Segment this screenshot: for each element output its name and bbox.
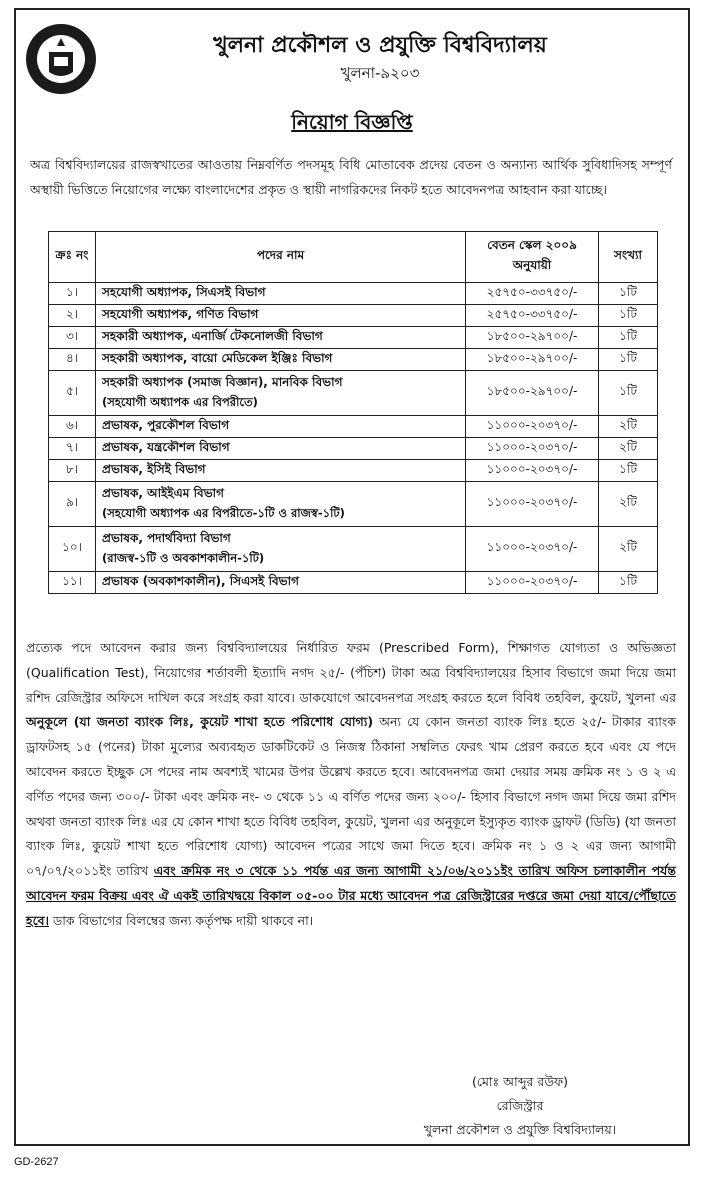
serial-cell: ১০।: [49, 527, 96, 572]
post-title: প্রভাষক, ইসিই বিভাগ: [102, 461, 206, 476]
serial-cell: ৬।: [49, 416, 96, 438]
post-cell: [96, 283, 466, 305]
count-cell: ১টি: [599, 305, 658, 327]
instructions-part-1: প্রত্যেক পদে আবেদন করার জন্য বিশ্ববিদ্যালয়ের নির্ধারিত ফরম (Prescribed Form), শিক্ষাগত যোগ্যতা ও অভিজ্ঞতা (Qualification Test), নিয়োগের শর্তাবলী ইত্যাদি নগদ ২৫/- (পঁচিশ) টাকা অত্র বিশ্ববিদ্যালয়ের হিসাব বিভাগে জমা দিয়ে জমা রশিদ রেজিস্ট্রার অফিসে দাখিল করে সংগ্রহ করা যাবে। ডাকযোগে আবেদনপত্র সংগ্রহ করতে হলে বিবিধ তহবিল, কুয়েট, খুলনা এর: [26, 640, 676, 705]
serial-cell: ৫।: [49, 371, 96, 416]
header-serial: ক্রঃ নং: [49, 232, 96, 283]
scale-cell: ১৮৫০০-২৯৭০০/-: [466, 349, 599, 371]
table-row: [49, 371, 658, 416]
count-cell: ১টি: [599, 371, 658, 416]
signature-block: [360, 1070, 680, 1142]
posts-table: [48, 231, 658, 594]
serial-cell: ৭।: [49, 438, 96, 460]
count-cell: ১টি: [599, 283, 658, 305]
signatory-name: (মোঃ আব্দুর রউফ): [472, 1074, 568, 1089]
application-instructions: [26, 636, 676, 934]
table-row: [49, 283, 658, 305]
post-title: সহযোগী অধ্যাপক, গণিত বিভাগ: [102, 306, 259, 321]
serial-cell: ৯।: [49, 482, 96, 527]
table-body: [49, 283, 658, 594]
header-scale: বেতন স্কেল ২০০৯ অনুযায়ী: [466, 232, 599, 283]
post-title: প্রভাষক, পুরকৌশল বিভাগ: [102, 417, 230, 432]
post-note: (রাজস্ব-১টি ও অবকাশকালীন-১টি): [102, 550, 265, 565]
serial-cell: ৪।: [49, 349, 96, 371]
post-title: সহকারী অধ্যাপক (সমাজ বিজ্ঞান), মানবিক বিভাগ: [102, 374, 343, 389]
count-cell: ১টি: [599, 327, 658, 349]
scale-cell: ১১০০০-২০৩৭০/-: [466, 572, 599, 594]
serial-cell: ১।: [49, 283, 96, 305]
intro-paragraph: অত্র বিশ্ববিদ্যালয়ের রাজস্বখাতের আওতায় নিম্নবর্ণিত পদসমূহ বিধি মোতাবেক প্রদেয় বেতন ও অন্যান্য আর্থিক সুবিধাদিসহ সম্পূর্ণ অস্থায়ী ভিত্তিতে নিয়োগের লক্ষ্যে বাংলাদেশের প্রকৃত ও স্থায়ী নাগরিকদের নিকট হতে আবেদনপত্র আহবান করা যাচ্ছে।: [30, 157, 672, 197]
header-count: সংখ্যা: [599, 232, 658, 283]
serial-cell: ১১।: [49, 572, 96, 594]
scale-cell: ১৮৫০০-২৯৭০০/-: [466, 371, 599, 416]
instructions-part-3: অন্য যে কোন জনতা ব্যাংক লিঃ হতে ২৫/- টাকার ব্যাংক ড্রাফটসহ ১৫ (পনের) টাকা মুল্যের অব্যবহৃত ডাকটিকেট ও নিজস্ব ঠিকানা সম্বলিত ফেরৎ খাম প্রেরণ করতে হবে এবং যে পদে আবেদন করতে ইচ্ছুক সে পদের নাম অবশ্যই খামের উপর উল্লেখ করতে হবে। আবেদনপত্র জমা দেয়ার সময় ক্রমিক নং ১ ও ২ এ বর্ণিত পদের জন্য ৩০০/- টাকা এবং ক্রমিক নং- ৩ থেকে ১১ এ বর্ণিত পদের জন্য ২০০/- হিসাব বিভাগে নগদ জমা দিয়ে জমা রশিদ অথবা জনতা ব্যাংক লিঃ এর যে কোন শাখা হতে বিবিধ তহবিল, কুয়েট, খুলনা এর অনুকূলে ইস্যুকৃত ব্যাংক ড্রাফট (ডিডি) (যা জনতা ব্যাংক লিঃ, কুয়েট শাখা হতে পরিশোধ যোগ্য) আবেদন পত্রের সাথে জমা দিতে হবে। ক্রমিক নং ১ ও ২ এর জন্য আগামী ০৭/০৭/২০১১ইং তারিখ: [26, 714, 676, 879]
serial-cell: ২।: [49, 305, 96, 327]
serial-cell: ৮।: [49, 460, 96, 482]
post-title: প্রভাষক (অবকাশকালীন), সিএসই বিভাগ: [102, 573, 299, 588]
table-header-row: [49, 232, 658, 283]
scale-cell: ১৮৫০০-২৯৭০০/-: [466, 327, 599, 349]
instructions-payee-note: অনুকূলে (যা জনতা ব্যাংক লিঃ, কুয়েট শাখা হতে পরিশোধ যোগ্য): [26, 714, 374, 730]
table-row: [49, 572, 658, 594]
count-cell: ১টি: [599, 349, 658, 371]
instructions-disclaimer: ডাক বিভাগের বিলম্বের জন্য কর্তৃপক্ষ দায়ী থাকবে না।: [53, 912, 314, 928]
count-cell: ২টি: [599, 416, 658, 438]
header-post: পদের নাম: [96, 232, 466, 283]
count-cell: ২টি: [599, 527, 658, 572]
post-cell: [96, 438, 466, 460]
scale-cell: ১১০০০-২০৩৭০/-: [466, 482, 599, 527]
serial-cell: ৩।: [49, 327, 96, 349]
scale-cell: ১১০০০-২০৩৭০/-: [466, 416, 599, 438]
scale-cell: ২৫৭৫০-৩৩৭৫০/-: [466, 305, 599, 327]
count-cell: ২টি: [599, 438, 658, 460]
count-cell: ২টি: [599, 482, 658, 527]
scale-cell: ১১০০০-২০৩৭০/-: [466, 460, 599, 482]
notice-code: GD-2627: [14, 1156, 59, 1168]
scale-cell: ২৫৭৫০-৩৩৭৫০/-: [466, 283, 599, 305]
table-row: [49, 349, 658, 371]
post-cell: [96, 371, 466, 416]
post-cell: [96, 482, 466, 527]
post-title: প্রভাষক, আইইএম বিভাগ: [102, 485, 224, 500]
count-cell: ১টি: [599, 572, 658, 594]
post-title: প্রভাষক, যন্ত্রকৌশল বিভাগ: [102, 439, 230, 454]
count-cell: ১টি: [599, 460, 658, 482]
table-row: [49, 460, 658, 482]
scale-cell: ১১০০০-২০৩৭০/-: [466, 438, 599, 460]
post-cell: [96, 349, 466, 371]
table-row: [49, 482, 658, 527]
post-cell: [96, 460, 466, 482]
table-row: [49, 416, 658, 438]
table-row: [49, 305, 658, 327]
signatory-organization: খুলনা প্রকৌশল ও প্রযুক্তি বিশ্ববিদ্যালয়।: [423, 1122, 617, 1137]
table-row: [49, 327, 658, 349]
university-name: খুলনা প্রকৌশল ও প্রযুক্তি বিশ্ববিদ্যালয়: [213, 33, 547, 58]
post-title: সহকারী অধ্যাপক, বায়ো মেডিকেল ইঞ্জিঃ বিভাগ: [102, 350, 333, 365]
post-title: সহকারী অধ্যাপক, এনার্জি টেকনোলজী বিভাগ: [102, 328, 323, 343]
signatory-designation: রেজিস্ট্রার: [496, 1098, 544, 1113]
post-cell: [96, 327, 466, 349]
post-cell: [96, 572, 466, 594]
university-city: খুলনা-৯২০৩: [340, 64, 420, 82]
scale-cell: ১১০০০-২০৩৭০/-: [466, 527, 599, 572]
table-row: [49, 438, 658, 460]
post-cell: [96, 305, 466, 327]
post-title: সহযোগী অধ্যাপক, সিএসই বিভাগ: [102, 284, 266, 299]
notice-title: নিয়োগ বিজ্ঞপ্তি: [291, 110, 413, 134]
post-note: (সহযোগী অধ্যাপক এর বিপরীতে-১টি ও রাজস্ব-১টি): [102, 505, 345, 520]
post-cell: [96, 416, 466, 438]
post-title: প্রভাষক, পদার্থবিদ্যা বিভাগ: [102, 530, 231, 545]
post-note: (সহযোগী অধ্যাপক এর বিপরীতে): [102, 394, 258, 409]
post-cell: [96, 527, 466, 572]
university-logo-icon: [26, 24, 96, 94]
table-row: [49, 527, 658, 572]
instructions-deadline: এবং ক্রমিক নং ৩ থেকে ১১ পর্যন্ত এর জন্য আগামী ২১/০৬/২০১১ইং তারিখ অফিস চলাকালীন পর্যন্ত আবেদন ফরম বিক্রয় এবং ঐ একই তারিখদ্বয়ে বিকাল ০৫-০০ টার মধ্যে আবেদন পত্র রেজিস্ট্রারের দপ্তরে জমা দেয়া যাবে/পৌঁছাতে হবে।: [26, 863, 676, 928]
